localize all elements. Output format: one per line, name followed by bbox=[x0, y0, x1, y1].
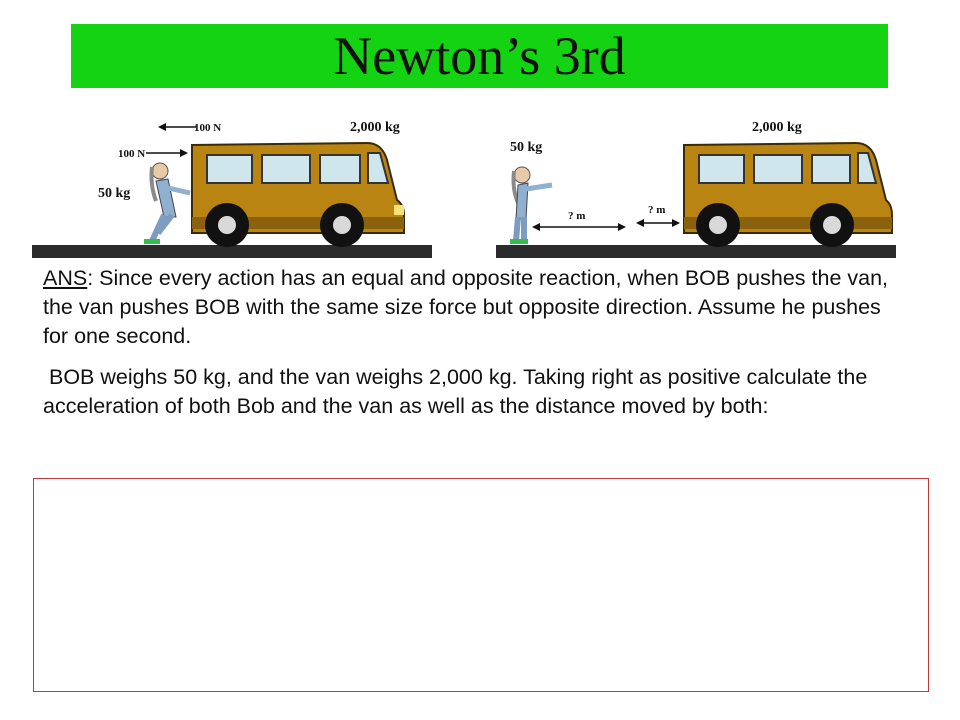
person-distance-label: ? m bbox=[568, 210, 586, 222]
bob-figure bbox=[144, 163, 190, 244]
slide-title: Newton’s 3rd bbox=[333, 26, 626, 86]
illustration-separating bbox=[496, 105, 896, 258]
ground-bar bbox=[32, 245, 432, 258]
van-distance-label: ? m bbox=[648, 204, 666, 216]
ans-label: ANS bbox=[43, 266, 88, 290]
ground-bar bbox=[496, 245, 896, 258]
person-mass-label: 50 kg bbox=[510, 140, 543, 155]
slide-title-bar bbox=[71, 24, 888, 88]
bob-figure bbox=[510, 167, 552, 244]
van-graphic bbox=[192, 143, 404, 247]
person-mass-label: 50 kg bbox=[98, 186, 131, 201]
van-mass-label: 2,000 kg bbox=[350, 120, 400, 135]
paragraph-answer-body: : Since every action has an equal and opposite reaction, when BOB pushes the van, the van pushes BOB with the same size force but opposite direction. Assume he pushes for one second. bbox=[43, 266, 889, 348]
paragraph-answer bbox=[43, 264, 893, 351]
paragraph-question: BOB weighs 50 kg, and the van weighs 2,000 kg. Taking right as positive calculate the acceleration of both Bob and the van as well as the distance moved by both: bbox=[43, 365, 874, 418]
problem-text bbox=[43, 264, 893, 433]
illustration-pushing bbox=[32, 105, 432, 258]
van-graphic bbox=[684, 143, 892, 247]
answer-box[interactable] bbox=[33, 478, 929, 692]
van-mass-label: 2,000 kg bbox=[752, 120, 802, 135]
force-label-bottom: 100 N bbox=[118, 148, 146, 160]
force-label-top: 100 N bbox=[194, 122, 222, 134]
